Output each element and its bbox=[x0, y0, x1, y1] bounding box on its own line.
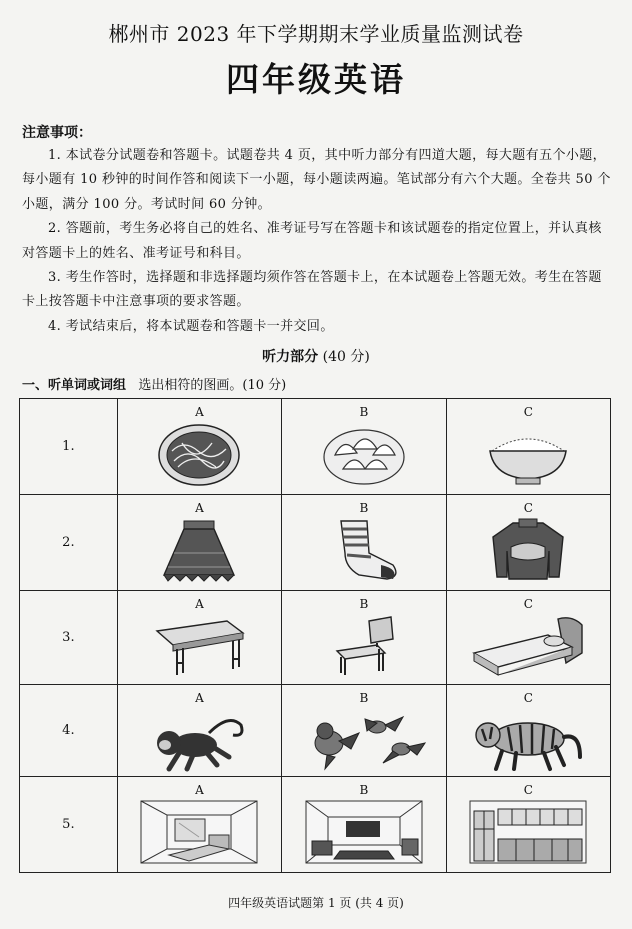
table-row bbox=[20, 591, 611, 685]
desk-icon bbox=[149, 613, 249, 679]
bed-icon bbox=[468, 613, 588, 679]
option-letter: B bbox=[359, 783, 369, 797]
exam-title: 四年级英语 bbox=[226, 60, 406, 99]
table-row bbox=[20, 777, 611, 873]
section-instruction: 选出相符的图画。(10 分) bbox=[138, 378, 287, 393]
note-item-3: 3. 考生作答时，选择题和非选择题均须作答在答题卡上，在本试题卷上答题无效。考生在答题卡上按答题卡中注意事项的要求答题。 bbox=[22, 270, 602, 310]
part-heading bbox=[0, 346, 632, 366]
birds-icon bbox=[299, 707, 429, 773]
option-cell bbox=[117, 495, 281, 591]
option-letter: B bbox=[359, 501, 369, 515]
skirt-icon bbox=[154, 517, 244, 583]
table-row bbox=[20, 399, 611, 495]
option-letter: C bbox=[523, 405, 533, 419]
option-cell bbox=[282, 399, 447, 495]
note-item-2: 2. 答题前，考生务必将自己的姓名、准考证号写在答题卡和该试题卷的指定位置上，并认真核对答题卡上的姓名、准考证号和科目。 bbox=[22, 221, 602, 261]
picture-choice-table bbox=[19, 398, 611, 873]
option-cell bbox=[117, 685, 281, 777]
option-cell bbox=[446, 777, 610, 873]
kitchen-icon bbox=[468, 799, 588, 865]
option-cell bbox=[282, 685, 447, 777]
option-letter: C bbox=[523, 691, 533, 705]
option-letter: B bbox=[359, 691, 369, 705]
option-letter: B bbox=[359, 597, 369, 611]
note-item-1: 1. 本试卷分试题卷和答题卡。试题卷共 4 页，其中听力部分有四道大题，每大题有五个小题，每小题有 10 秒钟的时间作答和阅读下一小题，每小题读两遍。笔试部分有六个大题。全卷共 50 个小题，满分 100 分。考试时间 60 分钟。 bbox=[22, 148, 611, 212]
option-cell bbox=[282, 777, 447, 873]
option-cell bbox=[282, 591, 447, 685]
rice-bowl-icon bbox=[482, 421, 574, 487]
option-cell bbox=[446, 399, 610, 495]
noodles-icon bbox=[154, 421, 244, 487]
option-letter: A bbox=[195, 501, 204, 515]
option-cell bbox=[446, 591, 610, 685]
question-number: 1. bbox=[20, 399, 118, 495]
question-number: 2. bbox=[20, 495, 118, 591]
option-cell bbox=[117, 777, 281, 873]
option-letter: A bbox=[195, 783, 204, 797]
tiger-icon bbox=[468, 707, 588, 773]
question-number: 3. bbox=[20, 591, 118, 685]
option-letter: A bbox=[195, 691, 204, 705]
question-number: 5. bbox=[20, 777, 118, 873]
part-score: (40 分) bbox=[322, 349, 370, 365]
sweater-icon bbox=[483, 517, 573, 583]
dumplings-icon bbox=[319, 421, 409, 487]
question-number: 4. bbox=[20, 685, 118, 777]
option-letter: C bbox=[523, 597, 533, 611]
table-row bbox=[20, 495, 611, 591]
option-letter: B bbox=[359, 405, 369, 419]
table-row bbox=[20, 685, 611, 777]
option-cell bbox=[117, 591, 281, 685]
monkey-icon bbox=[149, 707, 249, 773]
option-letter: C bbox=[523, 501, 533, 515]
option-letter: A bbox=[195, 597, 204, 611]
page-footer: 四年级英语试题第 1 页 (共 4 页) bbox=[228, 896, 404, 910]
option-cell bbox=[446, 495, 610, 591]
living-room-icon bbox=[304, 799, 424, 865]
option-cell bbox=[446, 685, 610, 777]
sock-icon bbox=[319, 517, 409, 583]
section-title: 一、听单词或词组 bbox=[22, 378, 127, 393]
option-letter: C bbox=[523, 783, 533, 797]
part-title: 听力部分 bbox=[262, 349, 319, 365]
notes-heading: 注意事项： bbox=[22, 125, 92, 141]
chair-icon bbox=[319, 613, 409, 679]
exam-subtitle: 郴州市 2023 年下学期期末学业质量监测试卷 bbox=[108, 22, 524, 46]
option-cell bbox=[282, 495, 447, 591]
note-item-4: 4. 考试结束后，将本试题卷和答题卡一并交回。 bbox=[48, 318, 334, 334]
notes-list bbox=[22, 144, 612, 339]
option-letter: A bbox=[195, 405, 204, 419]
option-cell bbox=[117, 399, 281, 495]
bathroom-icon bbox=[139, 799, 259, 865]
section-heading bbox=[22, 374, 286, 393]
